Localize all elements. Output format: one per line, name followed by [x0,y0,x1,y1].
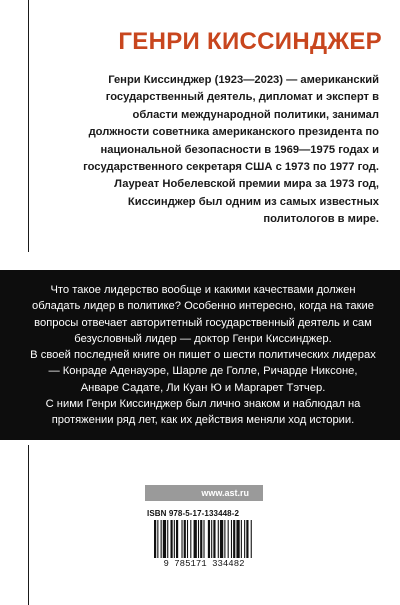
author-name: ГЕНРИ КИССИНДЖЕР [118,28,382,55]
description-paragraph-2: В своей последней книге он пишет о шести политических лидерах — Конраде Аденауэре, Шарле де Голле, Ричарде Никсоне, Анваре Садате, Ли Куан Ю и Маргарет Тэтчер. [30,349,376,394]
barcode-digits: 9 785171 334482 [163,559,245,569]
description-paragraph-3: С ними Генри Киссинджер был лично знаком и наблюдал на протяжении ряд лет, как их действия меняли ход истории. [45,398,361,427]
isbn-label: ISBN 978-5-17-133448-2 [147,509,240,518]
barcode-block [146,509,262,573]
description-band [0,270,400,440]
barcode-icon [154,520,254,558]
author-bio: Генри Киссинджер (1923—2023) — американский государственный деятель, дипломат и эксперт в области международной политики, занимал должности советника американского президента по национальной безопасности в 1969—1975 годах и государственного секретаря США с 1973 по 1977 год. Лауреат Нобелевской премии мира за 1973 год, Киссинджер был одним из самых известных политологов в мире. [83,74,379,226]
description-paragraph-1: Что такое лидерство вообще и какими качествами должен обладать лидер в политике? Особенно интересно, когда на такие вопросы отвечает авторитетный государственный деятель и сам безусловный лидер — доктор Генри Киссинджер. [31,284,374,346]
publisher-website[interactable]: www.ast.ru [145,485,263,501]
